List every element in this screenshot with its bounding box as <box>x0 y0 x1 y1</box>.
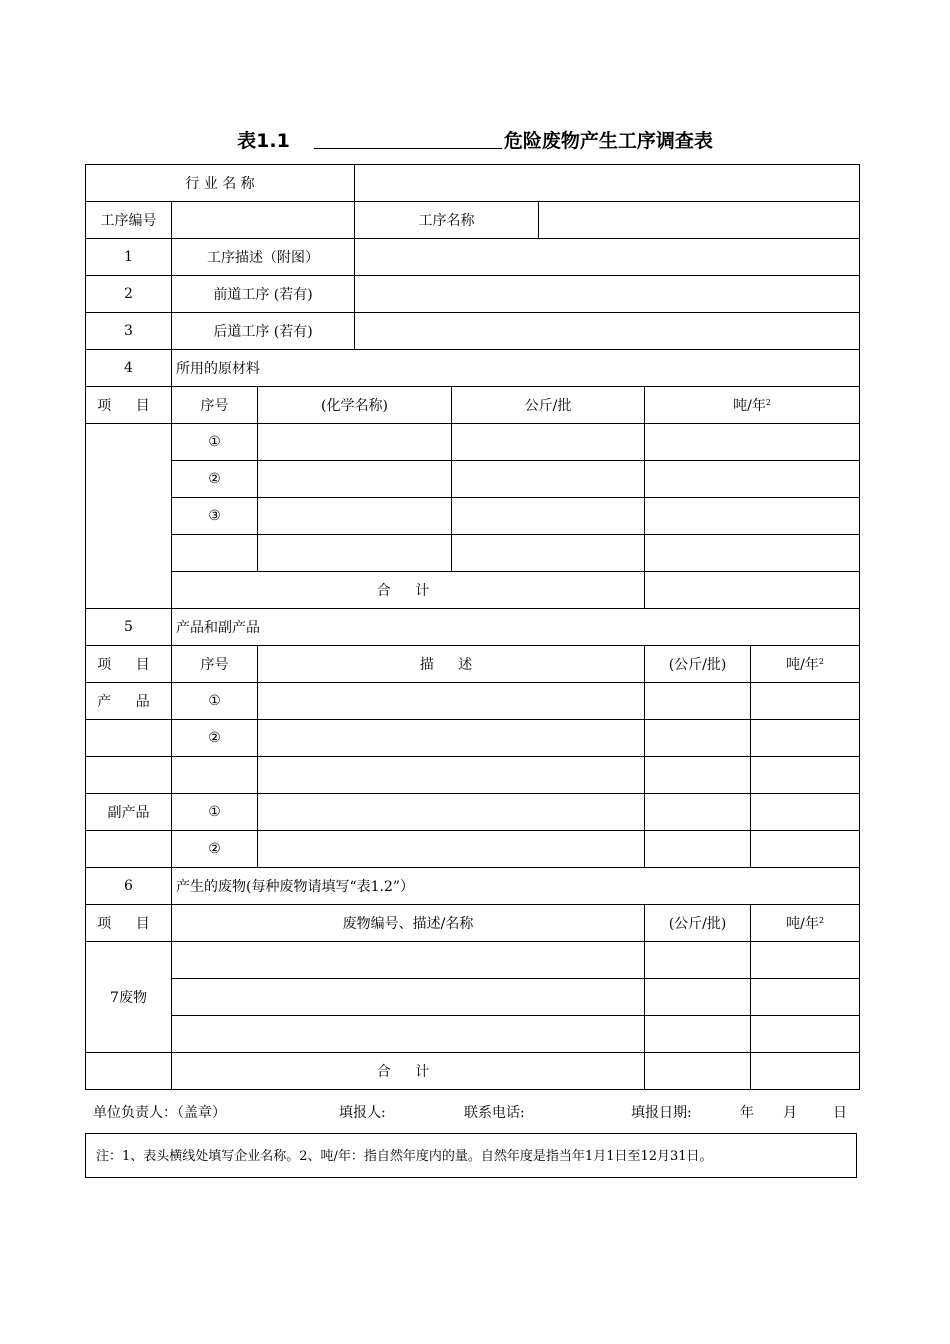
waste-description-input[interactable] <box>172 979 645 1016</box>
kg-per-batch-input[interactable] <box>645 757 751 794</box>
phone-label: 联系电话: <box>464 1105 525 1121</box>
process-no-input[interactable] <box>172 202 355 239</box>
ton-per-year-input[interactable] <box>751 794 860 831</box>
industry-label: 行 业 名 称 <box>86 165 355 202</box>
ton-per-year-text: 吨/年 <box>786 657 819 673</box>
footnote-mark: 2 <box>765 398 771 407</box>
chemical-name-input[interactable] <box>258 498 452 535</box>
product-row <box>86 757 860 794</box>
year-label: 年 <box>740 1105 754 1121</box>
col-kg-per-batch-header: (公斤/批) <box>645 646 751 683</box>
waste-row <box>86 1016 860 1053</box>
col-item-header: 项 目 <box>86 387 172 424</box>
wastes-section-row <box>86 868 860 905</box>
waste-row <box>86 979 860 1016</box>
raw-materials-total-row <box>86 572 860 609</box>
process-no-label: 工序编号 <box>86 202 172 239</box>
col-kg-per-batch-header: (公斤/批) <box>645 905 751 942</box>
description-input[interactable] <box>258 683 645 720</box>
ton-per-year-input[interactable] <box>751 831 860 868</box>
kg-per-batch-input[interactable] <box>645 1016 751 1053</box>
ton-per-year-input[interactable] <box>645 461 860 498</box>
products-header-row <box>86 646 860 683</box>
product-label: 产 品 <box>86 683 172 720</box>
ton-per-year-text: 吨/年 <box>733 398 766 414</box>
waste-label: 7废物 <box>86 942 172 1053</box>
col-ton-per-year-header <box>751 905 860 942</box>
waste-description-input[interactable] <box>172 942 645 979</box>
col-waste-description-header: 废物编号、描述/名称 <box>172 905 645 942</box>
seq-number: ② <box>172 461 258 498</box>
filler-label: 填报人: <box>339 1105 386 1121</box>
ton-per-year-input[interactable] <box>645 535 860 572</box>
ton-per-year-input[interactable] <box>751 720 860 757</box>
row-number: 6 <box>86 868 172 905</box>
raw-material-row <box>86 535 860 572</box>
next-process-row <box>86 313 860 350</box>
next-process-input[interactable] <box>355 313 860 350</box>
seq-number: ③ <box>172 498 258 535</box>
col-item-header: 项 目 <box>86 646 172 683</box>
col-seq-header: 序号 <box>172 387 258 424</box>
chemical-name-input[interactable] <box>258 461 452 498</box>
products-title: 产品和副产品 <box>172 609 860 646</box>
col-description-header: 描 述 <box>258 646 645 683</box>
chemical-name-input[interactable] <box>258 535 452 572</box>
item-cell <box>86 720 172 757</box>
industry-row <box>86 165 860 202</box>
process-description-input[interactable] <box>355 239 860 276</box>
ton-per-year-input[interactable] <box>751 979 860 1016</box>
row-number: 3 <box>86 313 172 350</box>
process-id-row <box>86 202 860 239</box>
wastes-title: 产生的废物(每种废物请填写“表1.2”） <box>172 868 860 905</box>
process-description-label: 工序描述（附图） <box>172 239 355 276</box>
footnote-mark: 2 <box>818 916 824 925</box>
raw-materials-item-cell <box>86 424 172 609</box>
product-row <box>86 720 860 757</box>
ton-per-year-input[interactable] <box>751 942 860 979</box>
industry-input[interactable] <box>355 165 860 202</box>
seq-number: ① <box>172 424 258 461</box>
byproduct-row <box>86 794 860 831</box>
kg-per-batch-input[interactable] <box>645 942 751 979</box>
ton-per-year-text: 吨/年 <box>786 916 819 932</box>
seq-number-input[interactable] <box>172 535 258 572</box>
month-label: 月 <box>783 1105 797 1121</box>
form-title-suffix: 危险废物产生工序调查表 <box>503 130 713 152</box>
ton-per-year-input[interactable] <box>645 424 860 461</box>
description-input[interactable] <box>258 831 645 868</box>
footnote-mark: 2 <box>818 657 824 666</box>
survey-table <box>85 164 860 1090</box>
kg-per-batch-input[interactable] <box>452 535 645 572</box>
products-section-row <box>86 609 860 646</box>
kg-per-batch-input[interactable] <box>645 794 751 831</box>
kg-per-batch-input[interactable] <box>452 498 645 535</box>
raw-materials-total-input[interactable] <box>645 572 860 609</box>
ton-per-year-total-input[interactable] <box>751 1053 860 1090</box>
product-row <box>86 683 860 720</box>
kg-per-batch-total-input[interactable] <box>645 1053 751 1090</box>
ton-per-year-input[interactable] <box>645 498 860 535</box>
wastes-header-row <box>86 905 860 942</box>
form-title-prefix: 表1.1 <box>237 130 290 152</box>
description-input[interactable] <box>258 720 645 757</box>
responsible-person-label: 单位负责人：（盖章） <box>93 1105 226 1121</box>
raw-materials-title: 所用的原材料 <box>172 350 860 387</box>
previous-process-input[interactable] <box>355 276 860 313</box>
kg-per-batch-input[interactable] <box>645 683 751 720</box>
item-cell <box>86 831 172 868</box>
ton-per-year-input[interactable] <box>751 757 860 794</box>
previous-process-row <box>86 276 860 313</box>
seq-number: ① <box>172 794 258 831</box>
kg-per-batch-input[interactable] <box>452 461 645 498</box>
byproduct-row <box>86 831 860 868</box>
process-name-input[interactable] <box>539 202 860 239</box>
raw-material-row <box>86 498 860 535</box>
signature-line <box>93 1102 853 1126</box>
chemical-name-input[interactable] <box>258 424 452 461</box>
item-cell <box>86 1053 172 1090</box>
previous-process-label: 前道工序 (若有) <box>172 276 355 313</box>
wastes-total-row <box>86 1053 860 1090</box>
col-ton-per-year-header <box>751 646 860 683</box>
row-number: 5 <box>86 609 172 646</box>
raw-materials-section-row <box>86 350 860 387</box>
raw-material-row <box>86 424 860 461</box>
row-number: 1 <box>86 239 172 276</box>
kg-per-batch-input[interactable] <box>645 720 751 757</box>
description-input[interactable] <box>258 794 645 831</box>
seq-number: ② <box>172 720 258 757</box>
kg-per-batch-input[interactable] <box>452 424 645 461</box>
description-input[interactable] <box>258 757 645 794</box>
row-number: 2 <box>86 276 172 313</box>
raw-material-row <box>86 461 860 498</box>
company-name-blank[interactable] <box>314 130 502 149</box>
row-number: 4 <box>86 350 172 387</box>
seq-number: ② <box>172 831 258 868</box>
col-kg-per-batch-header: 公斤/批 <box>452 387 645 424</box>
seq-number: ① <box>172 683 258 720</box>
raw-materials-total-label: 合 计 <box>172 572 645 609</box>
waste-row <box>86 942 860 979</box>
kg-per-batch-input[interactable] <box>645 831 751 868</box>
form-title <box>0 126 950 153</box>
ton-per-year-input[interactable] <box>751 683 860 720</box>
kg-per-batch-input[interactable] <box>645 979 751 1016</box>
process-name-label: 工序名称 <box>355 202 539 239</box>
ton-per-year-input[interactable] <box>751 1016 860 1053</box>
note-text: 注：1、表头横线处填写企业名称。2、吨/年：指自然年度内的量。自然年度是指当年1月1日至12月31日。 <box>96 1149 713 1164</box>
next-process-label: 后道工序 (若有) <box>172 313 355 350</box>
col-seq-header: 序号 <box>172 646 258 683</box>
col-item-header: 项 目 <box>86 905 172 942</box>
col-chemical-name-header: (化学名称) <box>258 387 452 424</box>
item-cell <box>86 757 172 794</box>
note-box <box>85 1133 857 1178</box>
raw-materials-header-row <box>86 387 860 424</box>
seq-number-input[interactable] <box>172 757 258 794</box>
byproduct-label: 副产品 <box>86 794 172 831</box>
process-description-row <box>86 239 860 276</box>
day-label: 日 <box>833 1105 847 1121</box>
col-ton-per-year-header <box>645 387 860 424</box>
waste-description-input[interactable] <box>172 1016 645 1053</box>
wastes-total-label: 合 计 <box>172 1053 645 1090</box>
date-label: 填报日期: <box>631 1105 692 1121</box>
